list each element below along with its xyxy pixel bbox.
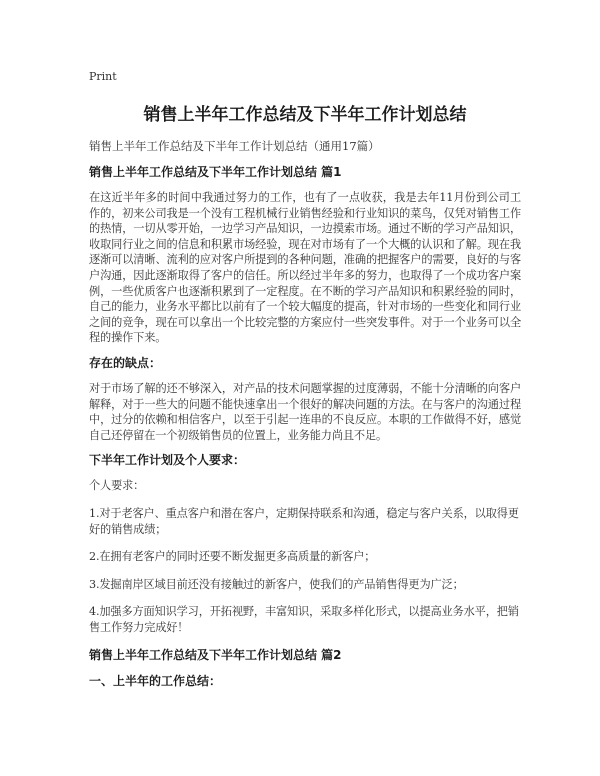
shortcomings-paragraph: 对于市场了解的还不够深入，对产品的技术问题掌握的过度薄弱，不能十分清晰的向客户解释，对于一些大的问题不能快速拿出一个很好的解决问题的方法。在与客户的沟通过程中，过分的依赖和相信客户，以至于引起一连串的不良反应。本职的工作做得不好，感觉自己还停留在一个初级销售员的位置上，业务能力尚且不足。: [89, 381, 521, 442]
page-title: 销售上半年工作总结及下半年工作计划总结: [143, 105, 467, 125]
section-2-heading: 销售上半年工作总结及下半年工作计划总结 篇2: [89, 648, 342, 663]
document-page: [89, 70, 521, 699]
plan-item-4: 4.加强多方面知识学习，开拓视野，丰富知识，采取多样化形式，以提高业务水平，把销售工作努力完成好！: [89, 605, 519, 634]
section-1-heading: 销售上半年工作总结及下半年工作计划总结 篇1: [89, 165, 342, 179]
section-1-paragraph: 在这近半年多的时间中我通过努力的工作，也有了一点收获，我是去年11月份到公司工作的，初来公司我是一个没有工程机械行业销售经验和行业知识的菜鸟，仅凭对销售工作的热情，一切从零开始，一边学习产品知识，一边摸索市场。通过不断的学习产品知识，收取同行业之间的信息和积累市场经验，现在对市场有了一个大概的认识和了解。现在我逐渐可以清晰、流利的应对客户所提到的各种问题，准确的把握客户的需要，良好的与客户沟通，因此逐渐取得了客户的信任。所以经过半年多的努力，也取得了一个成功客户案例，一些优质客户也逐渐积累到了一定程度。在不断的学习产品知识和积累经验的同时，自己的能力，业务水平都比以前有了一个较大幅度的提高，针对市场的一些变化和同行业之间的竞争，现在可以拿出一个比较完整的方案应付一些突发事件。对于一个业务可以全程的操作下来。: [89, 191, 521, 345]
print-label[interactable]: Print: [89, 70, 117, 83]
section-2-subheading: 一、上半年的工作总结：: [89, 674, 222, 689]
plan-item-2: 2.在拥有老客户的同时还要不断发掘更多高质量的新客户；: [89, 550, 376, 564]
document-subtitle: 销售上半年工作总结及下半年工作计划总结（通用17篇）: [89, 139, 380, 153]
plan-intro: 个人要求：: [89, 479, 145, 493]
plan-item-3: 3.发掘南岸区域目前还没有接触过的新客户，使我们的产品销售得更为广泛；: [89, 577, 464, 591]
plan-item-1: 1.对于老客户、重点客户和潜在客户，定期保持联系和沟通，稳定与客户关系，以取得更好的销售成绩；: [89, 506, 519, 536]
plan-heading: 下半年工作计划及个人要求：: [89, 453, 246, 468]
shortcomings-heading: 存在的缺点：: [89, 355, 162, 370]
